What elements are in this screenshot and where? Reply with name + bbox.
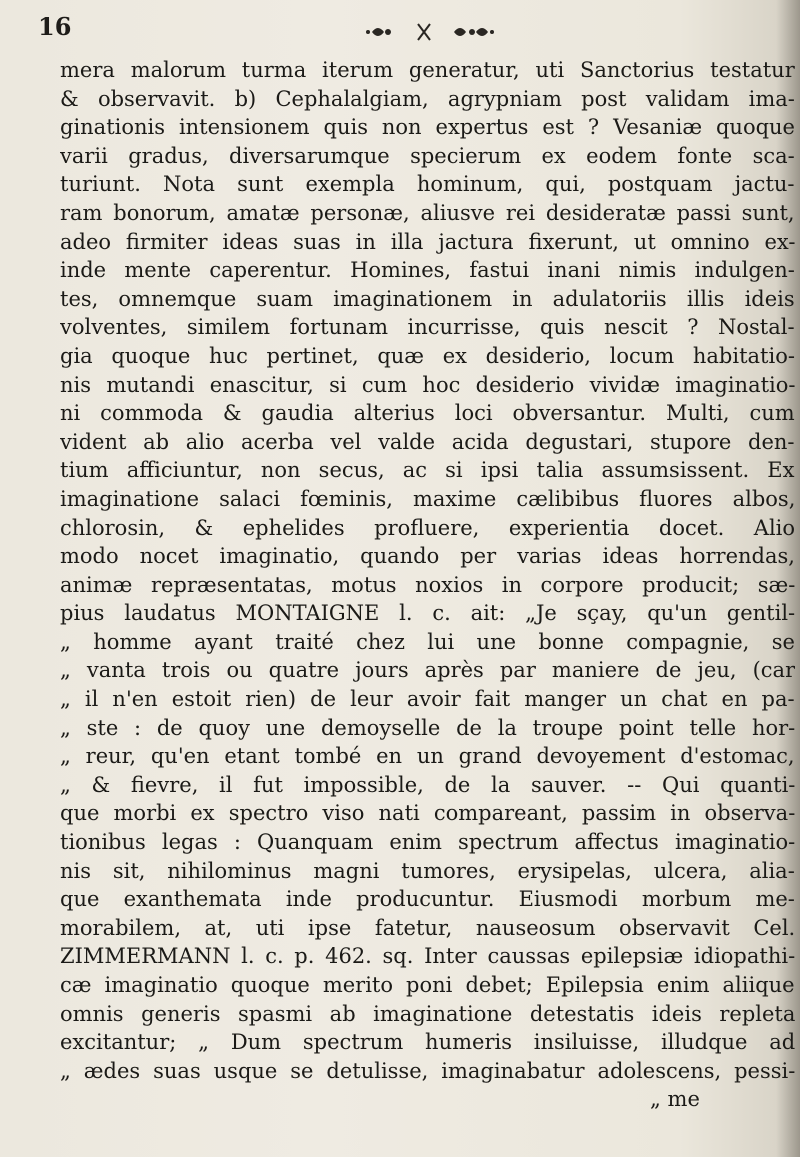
text-line: „ me [650,1087,700,1112]
text-line: ginationis intensionem quis non expertus est ? Vesaniæ quoque [60,115,795,140]
text-line: mera malorum turma iterum generatur, uti Sanctorius testatur [60,58,795,82]
text-line: volventes, similem fortunam incurrisse, quis nescit ? Nostal- [60,315,795,340]
text-line: adeo firmiter ideas suas in illa jactura fixerunt, ut omnino ex- [60,229,795,254]
text-line: imaginatione salaci fœminis, maxime cælibibus fluores albos, [60,486,795,511]
text-line: „ il n'en estoit rien) de leur avoir fait manger un chat en pa- [60,687,795,712]
text-line: nis sit, nihilominus magni tumores, erysipelas, ulcera, alia- [60,858,795,883]
text-line: que exanthemata inde producuntur. Eiusmodi morbum me- [60,887,795,912]
text-line: gia quoque huc pertinet, quæ ex desiderio, locum habitatio- [60,343,795,368]
text-line: que morbi ex spectro viso nati compareant, passim in observa- [60,801,795,826]
text-line: & observavit. b) Cephalalgiam, agrypniam post validam ima- [60,86,795,111]
text-line: nis mutandi enascitur, si cum hoc desiderio vividæ imaginatio- [60,372,795,397]
text-line: „ ædes suas usque se detulisse, imaginabatur adolescens, pessi- [60,1058,795,1083]
text-line: morabilem, at, uti ipse fatetur, nauseosum observavit Cel. [60,915,795,940]
text-line: cæ imaginatio quoque merito poni debet; Epilepsia enim aliique [60,973,795,997]
text-line: pius laudatus MONTAIGNE l. c. ait: „Je sçay, qu'un gentil- [60,601,795,626]
text-line: animæ repræsentatas, motus noxios in corpore producit; sæ- [60,572,795,597]
text-line: „ reur, qu'en etant tombé en un grand devoyement d'estomac, [60,744,795,769]
text-line: modo nocet imaginatio, quando per varias ideas horrendas, [60,544,795,569]
text-line: „ vanta trois ou quatre jours après par maniere de jeu, (car [60,658,795,683]
text-line: varii gradus, diversarumque specierum ex eodem fonte sca- [60,143,795,168]
text-line: „ homme ayant traité chez lui une bonne compagnie, se [60,629,795,654]
printer-ornament-icon [358,20,508,44]
page-header [0,12,800,56]
text-line: tes, omnemque suam imaginationem in adulatoriis illis ideis [60,286,795,311]
text-line: „ & fievre, il fut impossible, de la sauver. -- Qui quanti- [60,772,795,797]
text-line: „ ste : de quoy une demoyselle de la troupe point telle hor- [60,715,795,740]
page-number: 16 [38,12,72,41]
text-line: ram bonorum, amatæ personæ, aliusve rei desideratæ passi sunt, [60,200,795,225]
text-line: inde mente caperentur. Homines, fastui inani nimis indulgen- [60,258,795,283]
text-line: excitantur; „ Dum spectrum humeris insiluisse, illudque ad [60,1030,795,1055]
text-line: vident ab alio acerba vel valde acida degustari, stupore den- [60,429,795,454]
text-line: omnis generis spasmi ab imaginatione detestatis ideis repleta [60,1001,795,1026]
text-line: tionibus legas : Quanquam enim spectrum affectus imaginatio- [60,830,795,855]
text-line: turiunt. Nota sunt exempla hominum, qui, postquam jactu- [60,172,795,197]
text-line: ni commoda & gaudia alterius loci obversantur. Multi, cum [60,401,795,426]
text-line: ZIMMERMANN l. c. p. 462. sq. Inter caussas epilepsiæ idiopathi- [60,944,795,969]
text-line: tium afficiuntur, non secus, ac si ipsi talia assumsissent. Ex [60,458,795,483]
main-text [60,56,795,1114]
text-line: chlorosin, & ephelides profluere, experientia docet. Alio [60,515,795,540]
